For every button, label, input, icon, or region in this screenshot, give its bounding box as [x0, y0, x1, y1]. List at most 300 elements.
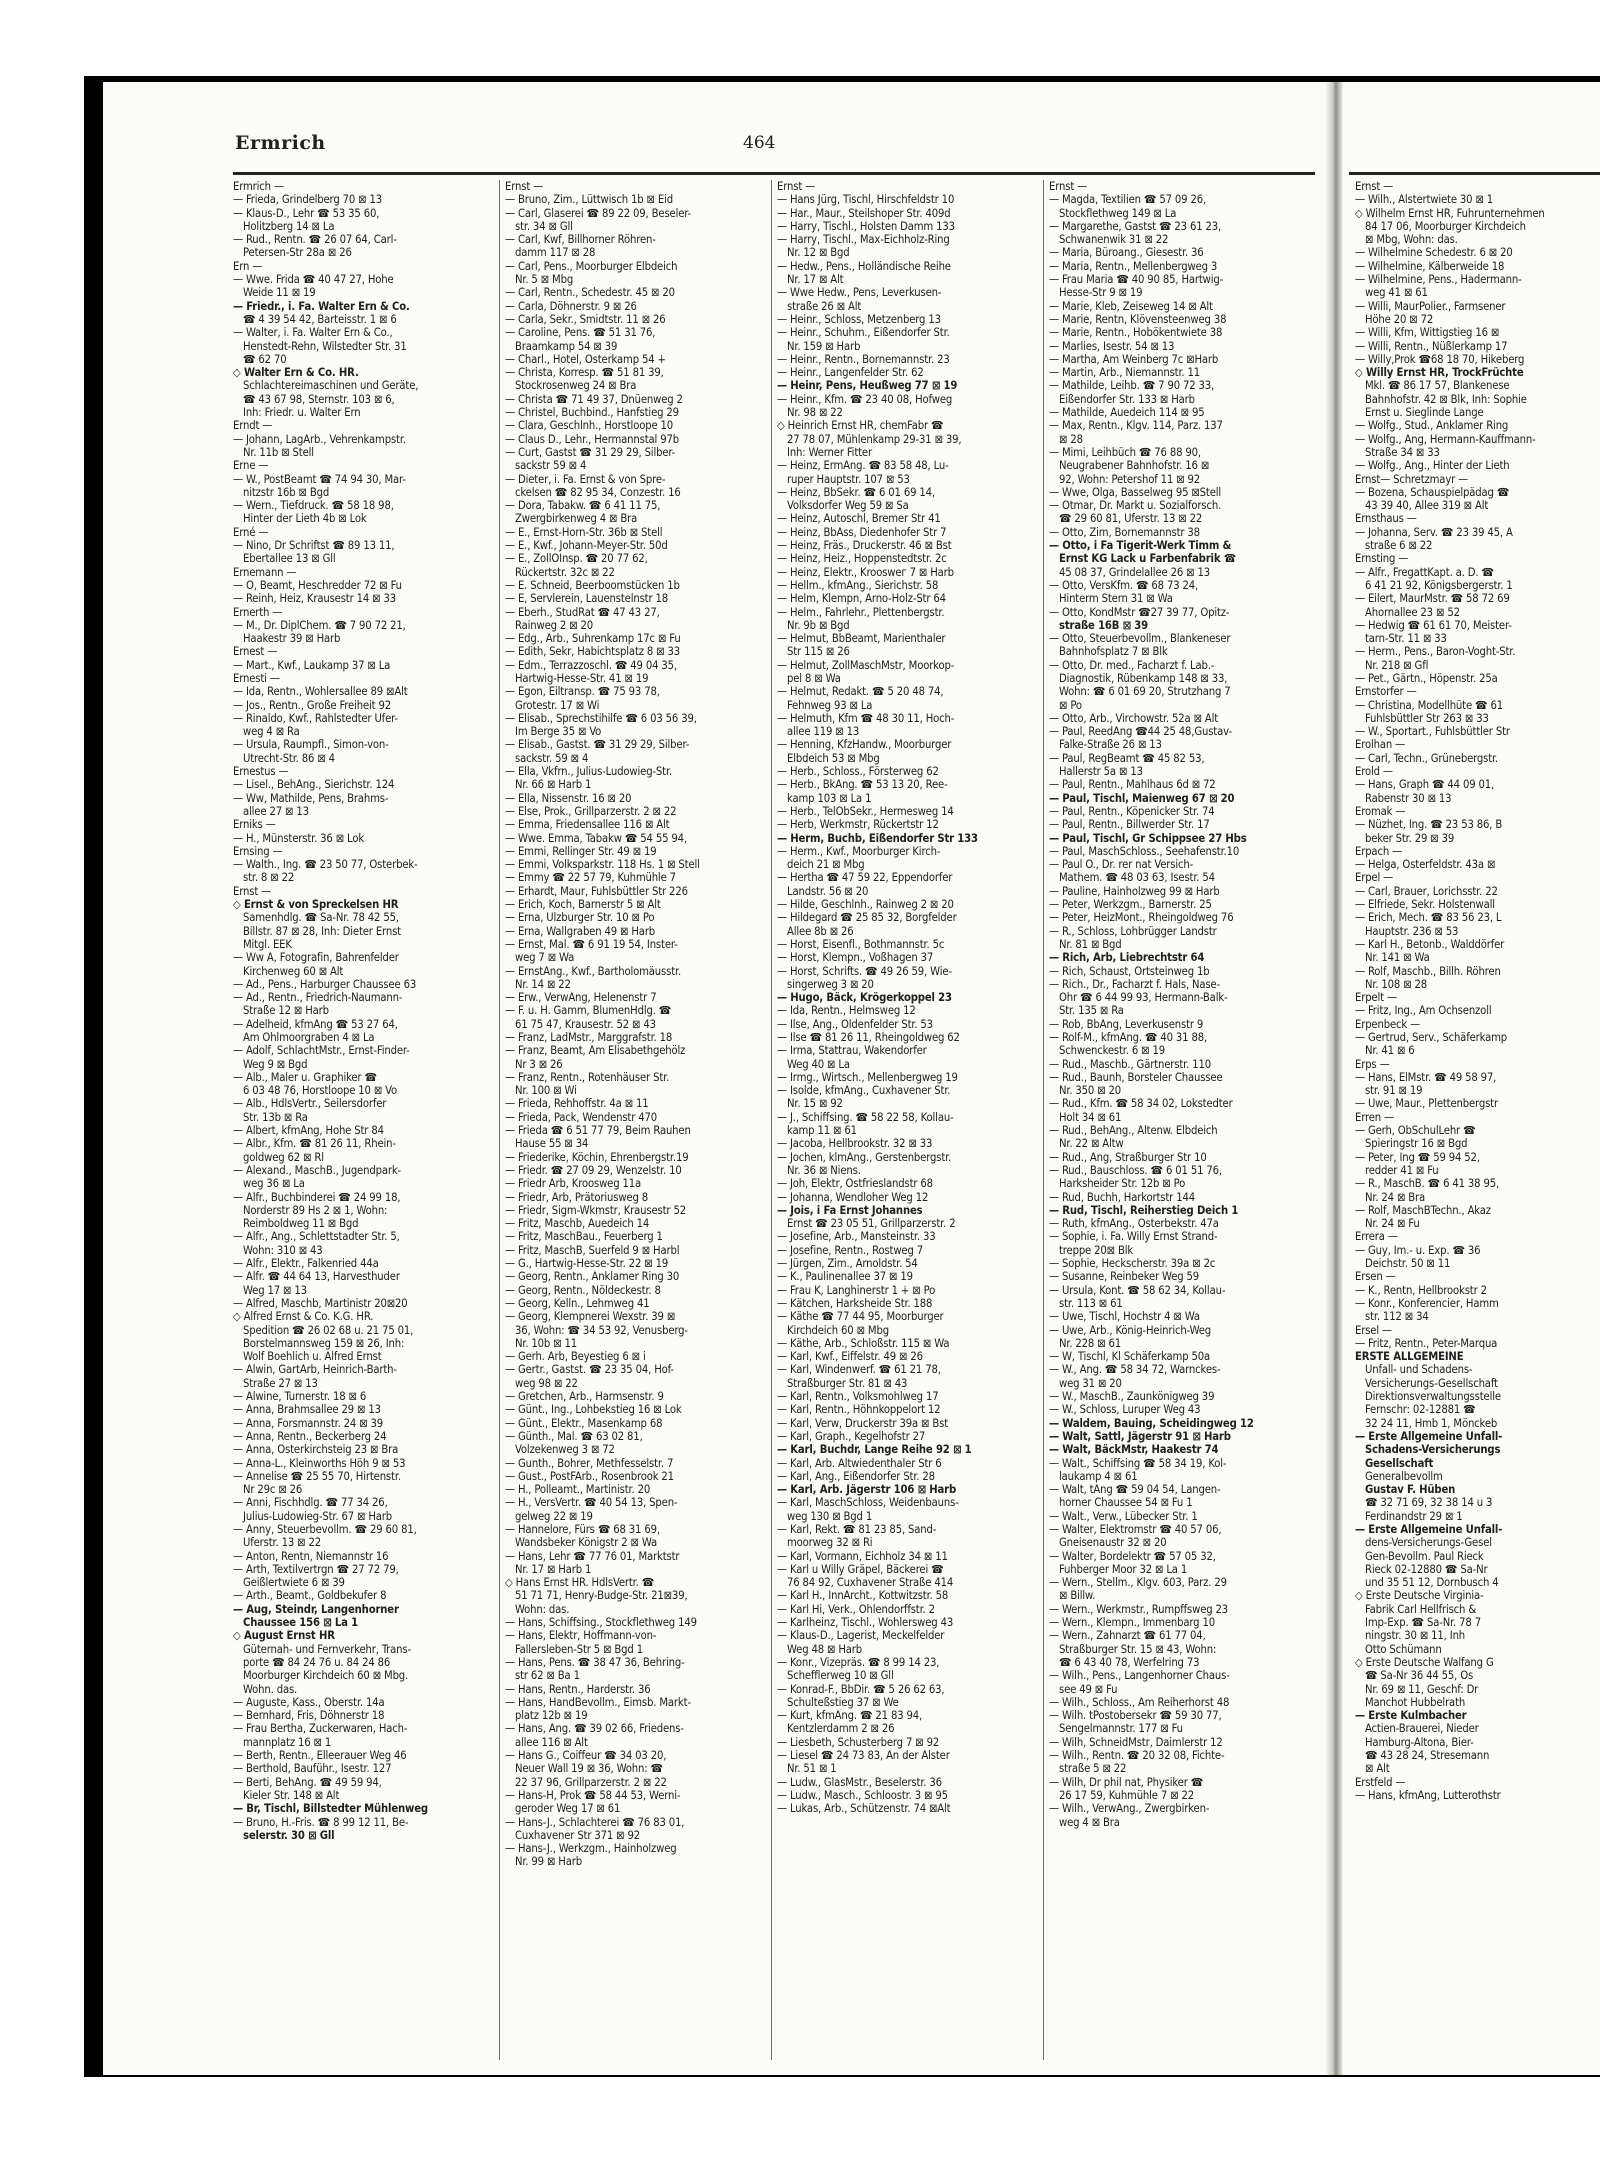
directory-entry-line: — Friederike, Köchin, Ehrenbergstr.19 [505, 1150, 689, 1164]
directory-entry-line: — Wilh, SchneidMstr, Daimlerstr 12 [1049, 1735, 1223, 1749]
directory-entry-line: selerstr. 30 ⊠ Gll [243, 1828, 335, 1842]
directory-entry-line: Hinterm Stern 31 ⊠ Wa [1059, 592, 1173, 606]
directory-entry-line: — Anton, Rentn, Niemannstr 16 [233, 1549, 389, 1563]
directory-entry-line: — Rinaldo, Kwf., Rahlstedter Ufer- [233, 711, 398, 725]
directory-entry-line: Ebertallee 13 ⊠ Gll [243, 552, 336, 566]
directory-entry-line: Ernst — [233, 884, 272, 898]
directory-entry-line: Falke-Straße 26 ⊠ 13 [1059, 738, 1162, 752]
directory-entry-line: — Mathilde, Leihb. ☎ 7 90 72 33, [1049, 379, 1215, 393]
directory-entry-line: — Margarethe, Gastst ☎ 23 61 23, [1049, 219, 1222, 233]
directory-entry-line: 22 37 96, Grillparzerstr. 2 ⊠ 22 [515, 1775, 667, 1789]
column-divider [499, 180, 500, 2060]
directory-entry-line: — W., MaschB., Zaunkönigweg 39 [1049, 1390, 1215, 1404]
directory-entry-line: — Egon, Eiltransp. ☎ 75 93 78, [505, 685, 660, 699]
directory-entry-line: ☎ 43 28 24, Stresemann [1365, 1749, 1490, 1763]
directory-entry-line: — W., Schloss, Luruper Weg 43 [1049, 1403, 1201, 1417]
directory-entry-line: 76 84 92, Cuxhavener Straße 414 [787, 1576, 954, 1590]
directory-entry-line: — Alfr., Buchbinderei ☎ 24 99 18, [233, 1190, 401, 1204]
directory-entry-line: str. 112 ⊠ 34 [1365, 1310, 1429, 1324]
directory-entry-line: — Otto, KondMstr ☎27 39 77, Opitz- [1049, 605, 1230, 619]
directory-entry-line: — Berti, BehAng. ☎ 49 59 94, [233, 1775, 382, 1789]
directory-entry-line: — Hellm., kfmAng., Sierichstr. 58 [777, 578, 939, 592]
directory-entry-line: Ernsthaus — [1355, 512, 1417, 526]
facing-header-rule [1349, 172, 1600, 175]
directory-entry-line: — Friedr, Sigm-Wkmstr, Krausestr 52 [505, 1203, 686, 1217]
directory-entry-line: Rainweg 2 ⊠ 20 [515, 618, 594, 632]
directory-entry-line: — Bernhard, Fris, Döhnerstr 18 [233, 1709, 385, 1723]
column-divider [771, 180, 772, 2060]
directory-entry-line: — Paul, ReedAng ☎44 25 48,Gustav- [1049, 725, 1233, 739]
directory-entry-line: 61 75 47, Krausestr. 52 ⊠ 43 [515, 1017, 656, 1031]
directory-entry-line: — Peter, Werkzgm., Barnerstr. 25 [1049, 898, 1212, 912]
directory-column-3 [777, 180, 1039, 2060]
directory-entry-line: — Karl, Vormann, Eichholz 34 ⊠ 11 [777, 1549, 948, 1563]
directory-entry-line: Nr 29c ⊠ 26 [243, 1483, 303, 1497]
directory-entry-line: ◇ Erste Deutsche Virginia- [1355, 1589, 1484, 1603]
directory-entry-line: — Uwe, Tischl, Hochstr 4 ⊠ Wa [1049, 1310, 1200, 1324]
directory-entry-line: — E., Ernst-Horn-Str. 36b ⊠ Stell [505, 525, 663, 539]
directory-entry-line: Nr. 141 ⊠ Wa [1365, 951, 1430, 965]
directory-entry-line: — Alfr. ☎ 44 64 13, Harvesthuder [233, 1270, 400, 1284]
directory-entry-line: — Irmg., Wirtsch., Mellenbergweg 19 [777, 1070, 958, 1084]
directory-entry-line: — Günt., Ing., Lohbekstieg 16 ⊠ Lok [505, 1403, 682, 1417]
directory-entry-line: — Herb., Schloss., Försterweg 62 [777, 765, 939, 779]
directory-entry-line: Erpelt — [1355, 991, 1397, 1005]
book-gutter [1325, 82, 1343, 2075]
directory-entry-line: Nr. 66 ⊠ Harb 1 [515, 778, 592, 792]
directory-entry-line: — Christina, Modellhüte ☎ 61 [1355, 698, 1503, 712]
directory-entry-line: — Uwe, Arb., König-Heinrich-Weg [1049, 1323, 1212, 1337]
directory-entry-line: — Horst, Klempn., Voßhagen 37 [777, 951, 934, 965]
directory-entry-line: Nr. 41 ⊠ 6 [1365, 1044, 1415, 1058]
directory-entry-line: Erps — [1355, 1057, 1390, 1071]
directory-entry-line: Inh: Friedr. u. Walter Ern [243, 406, 361, 420]
directory-entry-line: — Wern., Stellm., Klgv. 603, Parz. 29 [1049, 1576, 1227, 1590]
directory-entry-line: Spedition ☎ 26 02 68 u. 21 75 01, [243, 1323, 414, 1337]
directory-entry-line: — Gerh, ObSchulLehr ☎ [1355, 1124, 1476, 1138]
directory-entry-line: — O, Beamt, Heschredder 72 ⊠ Fu [233, 578, 402, 592]
directory-entry-line: — W., Ang. ☎ 58 34 72, Warnckes- [1049, 1363, 1221, 1377]
directory-entry-line: — Josefine, Arb., Mansteinstr. 33 [777, 1230, 936, 1244]
directory-entry-line: Gen-Bevollm. Paul Rieck [1365, 1549, 1484, 1563]
directory-entry-line: — Rud, Buchh, Harkortstr 144 [1049, 1190, 1195, 1204]
directory-entry-line: — Paul, MaschSchloss., Seehafenstr.10 [1049, 844, 1240, 858]
directory-entry-line: Rabenstr 30 ⊠ 13 [1365, 791, 1452, 805]
directory-entry-line: — Karl, Buchdr, Lange Reihe 92 ⊠ 1 [777, 1443, 972, 1457]
directory-entry-line: — Caroline, Pens. ☎ 51 31 76, [505, 326, 656, 340]
directory-entry-line: — Heinr., Langenfelder Str. 62 [777, 366, 924, 380]
directory-entry-line: — Gretchen, Arb., Harmsenstr. 9 [505, 1390, 664, 1404]
directory-entry-line: — Paul, Tischl, Maienweg 67 ⊠ 20 [1049, 791, 1235, 805]
directory-entry-line: — Ursula, Kont. ☎ 58 62 34, Kollau- [1049, 1283, 1226, 1297]
directory-entry-line: Weg 48 ⊠ Harb [787, 1642, 863, 1656]
directory-entry-line: — Herb, Werkmstr, Rückertstr 12 [777, 818, 939, 832]
directory-entry-line: — Franz, Beamt, Am Elisabethgehölz [505, 1044, 686, 1058]
directory-entry-line: laukamp 4 ⊠ 61 [1059, 1469, 1138, 1483]
directory-entry-line: — Heinr., Kfm. ☎ 23 40 08, Hofweg [777, 392, 953, 406]
directory-entry-line: — Ilse, Ang., Oldenfelder Str. 53 [777, 1017, 933, 1031]
directory-entry-line: — Alfr., Ang., Schlettstadter Str. 5, [233, 1230, 400, 1244]
directory-entry-line: Versicherungs-Gesellschaft [1365, 1376, 1498, 1390]
directory-entry-line: Nr. 100 ⊠ Wi [515, 1084, 577, 1098]
directory-entry-line: Eromak — [1355, 804, 1406, 818]
directory-entry-line: kamp 103 ⊠ La 1 [787, 791, 872, 805]
directory-entry-line: — E., ZollOInsp. ☎ 20 77 62, [505, 552, 648, 566]
directory-entry-line: Kirchdeich 60 ⊠ Mbg [787, 1323, 889, 1337]
directory-entry-line: — Anna-L., Kleinworths Höh 9 ⊠ 53 [233, 1456, 406, 1470]
directory-entry-line: — Johanna, Wendloher Weg 12 [777, 1190, 929, 1204]
directory-entry-line: straße 26 ⊠ Alt [787, 299, 862, 313]
directory-entry-line: — Fritz, MaschBau., Feuerberg 1 [505, 1230, 663, 1244]
directory-entry-line: Ernst — [1355, 180, 1394, 193]
directory-entry-line: — Hannelore, Fürs ☎ 68 31 69, [505, 1522, 660, 1536]
directory-entry-line: 6 03 48 76, Horstloope 10 ⊠ Vo [243, 1084, 398, 1098]
directory-entry-line: Gesellschaft [1365, 1456, 1434, 1470]
directory-entry-line: — Walt, Sattl, Jägerstr 91 ⊠ Harb [1049, 1429, 1231, 1443]
directory-entry-line: Inh: Werner Fitter [787, 445, 872, 459]
directory-entry-line: — Wwe Hedw., Pens, Leverkusen- [777, 286, 942, 300]
directory-entry-line: 32 24 11, Hmb 1, Mönckeb [1365, 1416, 1498, 1430]
directory-entry-line: — Lukas, Arb., Schützenstr. 74 ⊠Alt [777, 1802, 951, 1816]
directory-entry-line: — Franz, LadMstr., Marggrafstr. 18 [505, 1031, 673, 1044]
directory-entry-line: Nr. 22 ⊠ Altw [1059, 1137, 1124, 1151]
directory-entry-line: — Paul, RegBeamt ☎ 45 82 53, [1049, 751, 1205, 765]
directory-entry-line: Braamkamp 54 ⊠ 39 [515, 339, 618, 353]
directory-entry-line: geroder Weg 17 ⊠ 61 [515, 1802, 621, 1816]
directory-entry-line: — Karl, MaschSchloss, Weidenbauns- [777, 1496, 959, 1510]
directory-entry-line: — Jois, i Fa Ernst Johannes [777, 1203, 923, 1217]
directory-entry-line: Ersel — [1355, 1323, 1392, 1337]
directory-entry-line: Nr. 17 ⊠ Alt [787, 273, 844, 287]
directory-entry-line: Wohn: das. [515, 1602, 570, 1616]
directory-entry-line: Erniks — [233, 818, 276, 832]
directory-entry-line: Holitzberg 14 ⊠ La [243, 219, 335, 233]
directory-entry-line: — Erna, Ulzburger Str. 10 ⊠ Po [505, 911, 655, 925]
directory-entry-line: — Erste Kulmbacher [1355, 1709, 1467, 1723]
directory-entry-line: — Dora, Tabakw. ☎ 6 41 11 75, [505, 499, 661, 513]
directory-entry-line: Ernst u. Sieglinde Lange [1365, 406, 1484, 420]
directory-entry-line: ◇ Willy Ernst HR, TrockFrüchte [1355, 366, 1524, 380]
directory-entry-line: — Ad., Rentn., Friedrich-Naumann- [233, 991, 403, 1005]
directory-entry-line: — Lisel., BehAng., Sierichstr. 124 [233, 778, 395, 792]
directory-entry-line: Ernst — [777, 180, 816, 193]
directory-entry-line: Norderstr 89 Hs 2 ⊠ 1, Wohn: [243, 1203, 388, 1217]
directory-entry-line: Gustav F. Hüben [1365, 1483, 1456, 1497]
directory-entry-line: — Carl, Pens., Moorburger Elbdeich [505, 259, 678, 273]
directory-entry-line: ◇ Heinrich Ernst HR, chemFabr ☎ [777, 419, 944, 433]
directory-entry-line: Reimboldweg 11 ⊠ Bgd [243, 1217, 359, 1231]
directory-entry-line: Billstr. 87 ⊠ 28, Inh: Dieter Ernst [243, 924, 401, 938]
directory-entry-line: — Anna, Osterkirchsteig 23 ⊠ Bra [233, 1443, 399, 1457]
directory-entry-line: — Carl, Kwf, Billhorner Röhren- [505, 233, 656, 247]
directory-entry-line: — Carl, Techn., Grünebergstr. [1355, 751, 1499, 765]
directory-entry-line: — Willi, Rentn., Nüßlerkamp 17 [1355, 339, 1508, 353]
directory-entry-line: — Paul O., Dr. rer nat Versich- [1049, 858, 1194, 872]
directory-entry-line: Rückertstr. 32c ⊠ 22 [515, 565, 615, 579]
directory-entry-line: Erndt — [233, 419, 273, 433]
directory-entry-line: — R., Schloss, Lohbrügger Landstr [1049, 924, 1217, 938]
directory-column-4 [1049, 180, 1309, 2060]
directory-entry-line: — Walter, i. Fa. Walter Ern & Co., [233, 326, 393, 340]
directory-entry-line: — ErnstAng., Kwf., Bartholomäusstr. [505, 964, 681, 978]
directory-entry-line: — Marie, Rentn, Klövensteenweg 38 [1049, 312, 1227, 326]
directory-entry-line: — Herm, Buchb, Eißendorfer Str 133 [777, 831, 978, 845]
directory-entry-line: — Karl H., InnArcht., Kottwitzstr. 58 [777, 1589, 949, 1603]
directory-entry-line: Hinter der Lieth 4b ⊠ Lok [243, 512, 367, 526]
directory-entry-line: — Wilhelmine Schedestr. 6 ⊠ 20 [1355, 246, 1513, 260]
directory-entry-line: — Alwin, GartArb, Heinrich-Barth- [233, 1363, 397, 1377]
directory-entry-line: Errera — [1355, 1230, 1398, 1244]
directory-entry-line: — Marie, Kleb, Zeiseweg 14 ⊠ Alt [1049, 299, 1213, 313]
directory-entry-line: — Rud., Ang, Straßburger Str 10 [1049, 1150, 1207, 1164]
directory-entry-line: — Annelise ☎ 25 55 70, Hirtenstr. [233, 1469, 401, 1483]
directory-entry-line: — Ad., Pens., Harburger Chaussee 63 [233, 977, 417, 991]
directory-entry-line: Erné — [233, 525, 269, 539]
directory-entry-line: — Harry, Tischl., Holsten Damm 133 [777, 219, 955, 233]
directory-entry-line: — Wern., Zahnarzt ☎ 61 77 04, [1049, 1629, 1206, 1643]
directory-entry-line: goldweg 62 ⊠ Rl [243, 1150, 324, 1164]
directory-entry-line: — Wwe. Emma, Tabakw ☎ 54 55 94, [505, 831, 687, 845]
directory-entry-line: Zwergbirkenweg 4 ⊠ Bra [515, 512, 638, 526]
directory-entry-line: — Johann, LagArb., Vehrenkampstr. [233, 432, 406, 446]
directory-entry-line: — K., Rentn, Hellbrookstr 2 [1355, 1283, 1487, 1297]
directory-entry-line: — Uwe, Maur., Plettenbergstr [1355, 1097, 1498, 1111]
directory-entry-line: Ernsting — [1355, 552, 1409, 566]
directory-entry-line: 84 17 06, Moorburger Kirchdeich [1365, 219, 1526, 233]
directory-entry-line: — Frieda ☎ 6 51 77 79, Beim Rauhen [505, 1124, 691, 1138]
directory-entry-line: — Heinz, BbAss, Diedenhofer Str 7 [777, 525, 947, 539]
directory-entry-line: Unfall- und Schadens- [1365, 1363, 1473, 1377]
directory-entry-line: — Rolf, MaschBTechn., Akaz [1355, 1203, 1491, 1217]
directory-entry-line: — Alexand., MaschB., Jugendpark- [233, 1163, 401, 1177]
directory-entry-line: — Karl, Ang., Eißendorfer Str. 28 [777, 1469, 935, 1483]
directory-entry-line: Str 115 ⊠ 26 [787, 645, 850, 659]
directory-entry-line: — Elisab., Sprechstihilfe ☎ 6 03 56 39, [505, 711, 697, 725]
directory-entry-line: — Martha, Am Weinberg 7c ⊠Harb [1049, 352, 1219, 366]
directory-entry-line: — Hans, Rentn., Harderstr. 36 [505, 1682, 651, 1696]
directory-entry-line: — Albr., Kfm. ☎ 81 26 11, Rhein- [233, 1137, 396, 1151]
directory-entry-line: — Karl, Verw, Druckerstr 39a ⊠ Bst [777, 1416, 948, 1430]
directory-entry-line: ckelsen ☎ 82 95 34, Conzestr. 16 [515, 485, 681, 499]
directory-entry-line: — Adolf, SchlachtMstr., Ernst-Finder- [233, 1044, 410, 1058]
directory-entry-line: — Hugo, Bäck, Krögerkoppel 23 [777, 991, 952, 1005]
directory-entry-line: — Jos., Rentn., Große Freiheit 92 [233, 698, 391, 712]
directory-entry-line: — Karl, Rekt. ☎ 81 23 85, Sand- [777, 1522, 937, 1536]
directory-entry-line: — Karl, Graph., Kegelhofstr 27 [777, 1429, 926, 1443]
directory-entry-line: — Helmut, ZollMaschMstr, Moorkop- [777, 658, 955, 672]
directory-entry-line: Str. 13b ⊠ Ra [243, 1110, 308, 1124]
directory-entry-line: — Konrad-F., BbDir. ☎ 5 26 62 63, [777, 1682, 945, 1696]
directory-entry-line: — Emmi, Volksparkstr. 118 Hs. 1 ⊠ Stell [505, 858, 700, 872]
directory-entry-line: — F. u. H. Gamm, BlumenHdlg. ☎ [505, 1004, 672, 1018]
directory-entry-line: Ern — [233, 259, 263, 273]
directory-entry-line: Schulteßstieg 37 ⊠ We [787, 1695, 899, 1709]
directory-entry-line: — Erich, Mech. ☎ 83 56 23, L [1355, 911, 1502, 925]
directory-entry-line: — E, Servlerein, Lauenstelnstr 18 [505, 592, 668, 606]
directory-entry-line: Deichstr. 50 ⊠ 11 [1365, 1257, 1451, 1271]
directory-entry-line: ERSTE ALLGEMEINE [1355, 1350, 1464, 1364]
directory-entry-line: ⊠ Alt [1365, 1762, 1390, 1776]
directory-entry-line: Straße 12 ⊠ Harb [243, 1004, 329, 1018]
directory-entry-line: — Elfriede, Sekr. Holstenwall [1355, 898, 1495, 912]
directory-entry-line: ◇ Ernst & von Spreckelsen HR [233, 898, 399, 912]
directory-entry-line: Güternah- und Fernverkehr, Trans- [243, 1642, 411, 1656]
directory-entry-line: Fernschr: 02-12881 ☎ [1365, 1403, 1476, 1417]
directory-entry-line: Schwenckestr. 6 ⊠ 19 [1059, 1044, 1165, 1058]
directory-entry-line: — Hilde, Geschlnh., Rainweg 2 ⊠ 20 [777, 898, 954, 912]
directory-entry-line: — Hans-H, Prok ☎ 58 44 53, Werni- [505, 1788, 681, 1802]
directory-entry-line: Actien-Brauerei, Nieder [1365, 1722, 1479, 1736]
directory-entry-line: Höhe 20 ⊠ 72 [1365, 312, 1434, 326]
directory-entry-line: — Emma, Friedensallee 116 ⊠ Alt [505, 818, 670, 832]
directory-entry-line: str. 34 ⊠ Gll [515, 219, 573, 233]
directory-entry-line: Volksdorfer Weg 59 ⊠ Sa [787, 499, 909, 513]
directory-entry-line: — Mimi, Leihbüch ☎ 76 88 90, [1049, 445, 1201, 459]
directory-entry-line: — Heinz, Fräs., Druckerstr. 46 ⊠ Bst [777, 539, 952, 553]
directory-entry-line: — Carl, Rentn., Schedestr. 45 ⊠ 20 [505, 286, 675, 300]
directory-entry-line: — Carla, Döhnerstr. 9 ⊠ 26 [505, 299, 637, 313]
directory-entry-line: Mathem. ☎ 48 03 63, Isestr. 54 [1059, 871, 1215, 885]
header-rule [233, 172, 1315, 175]
directory-entry-line: — Arth, Textilvertrgn ☎ 27 72 79, [233, 1562, 399, 1576]
directory-entry-line: Borstelmannsweg 159 ⊠ 26, Inh: [243, 1336, 405, 1350]
directory-entry-line: sackstr. 59 ⊠ 4 [515, 751, 589, 765]
directory-entry-line: beker Str. 29 ⊠ 39 [1365, 831, 1455, 845]
directory-columns [233, 180, 1313, 2060]
directory-entry-line: — Georg, Kelln., Lehmweg 41 [505, 1296, 650, 1310]
directory-entry-line: — Carla, Sekr., Smidtstr. 11 ⊠ 26 [505, 312, 666, 326]
directory-entry-line: ⊠ 28 [1059, 432, 1083, 446]
directory-entry-line: ⊠ Po [1059, 698, 1082, 712]
directory-entry-line: 43 39 40, Allee 319 ⊠ Alt [1365, 499, 1489, 513]
directory-entry-line: — Karl, Windenwerf. ☎ 61 21 78, [777, 1363, 941, 1377]
directory-column-1 [233, 180, 495, 2060]
directory-entry-line: — Frau Maria ☎ 40 90 85, Hartwig- [1049, 273, 1224, 287]
directory-entry-line: Nr. 81 ⊠ Bgd [1059, 937, 1122, 951]
directory-entry-line: ☎ 62 70 [243, 352, 287, 366]
directory-entry-line: — Willi, MaurPolier., Farmsener [1355, 299, 1506, 313]
directory-entry-line: 27 78 07, Mühlenkamp 29-31 ⊠ 39, [787, 432, 962, 446]
directory-entry-line: — Guy, Im.- u. Exp. ☎ 36 [1355, 1243, 1481, 1257]
directory-entry-line: — Fritz, MaschB, Suerfeld 9 ⊠ Harbl [505, 1243, 680, 1257]
directory-entry-line: — Wern., Werkmstr., Rumpffsweg 23 [1049, 1602, 1229, 1616]
directory-entry-line: — Erste Allgemeine Unfall- [1355, 1429, 1503, 1443]
directory-entry-line: — Gunth., Bohrer, Methfesselstr. 7 [505, 1456, 674, 1470]
directory-entry-line: — Walt, tAng ☎ 59 04 54, Langen- [1049, 1483, 1221, 1497]
directory-entry-line: porte ☎ 84 24 76 u. 84 24 86 [243, 1655, 391, 1669]
directory-entry-line: ☎ 6 43 40 78, Werfelring 73 [1059, 1655, 1200, 1669]
directory-entry-line: — Hedwig ☎ 61 61 70, Meister- [1355, 618, 1512, 632]
directory-entry-line: Rieck 02-12880 ☎ Sa-Nr [1365, 1562, 1488, 1576]
directory-entry-line: — Konr., Vizepräs. ☎ 8 99 14 23, [777, 1655, 940, 1669]
directory-entry-line: — Günt., Elektr., Masenkamp 68 [505, 1416, 663, 1430]
directory-entry-line: Neuer Wall 19 ⊠ 36, Wohn: ☎ [515, 1762, 663, 1776]
directory-entry-line: — Georg, Rentn., Nöldeckestr. 8 [505, 1283, 661, 1297]
directory-entry-line: Chaussee 156 ⊠ La 1 [243, 1616, 358, 1630]
directory-entry-line: — Paul, Rentn., Köpenicker Str. 74 [1049, 804, 1215, 818]
directory-entry-line: — Willi, Kfm, Wittigstieg 16 ⊠ [1355, 326, 1500, 340]
directory-entry-line: — Berth, Rentn., Elleerauer Weg 46 [233, 1749, 407, 1763]
directory-entry-line: — E., Kwf., Johann-Meyer-Str. 50d [505, 539, 668, 553]
directory-entry-line: — Kurt, kfmAng. ☎ 21 83 94, [777, 1709, 923, 1723]
directory-entry-line: — W, Tischl, Kl Schäferkamp 50a [1049, 1350, 1210, 1364]
directory-entry-line: — Helmut, BbBeamt, Marienthaler [777, 632, 946, 646]
directory-entry-line: Bahnhofstr. 42 ⊠ Blk, Inh: Sophie [1365, 392, 1527, 406]
directory-entry-line: Fehnweg 93 ⊠ La [787, 698, 873, 712]
directory-entry-line: — Wilh., Schloss., Am Reiherhorst 48 [1049, 1695, 1230, 1709]
directory-entry-line: — Otto, Zim, Bornemannstr 38 [1049, 525, 1200, 539]
directory-entry-line: — Anna, Rentn., Beckerberg 24 [233, 1429, 387, 1443]
directory-entry-line: — Har., Maur., Steilshoper Str. 409d [777, 206, 951, 220]
directory-entry-line: — Ludw., GlasMstr., Beselerstr. 36 [777, 1775, 942, 1789]
directory-entry-line: — Helm, Klempn, Arno-Holz-Str 64 [777, 592, 946, 606]
directory-entry-line: — Rich., Dr., Facharzt f. Hals, Nase- [1049, 977, 1221, 991]
directory-entry-line: Erpel — [1355, 871, 1394, 885]
directory-entry-line: — Wilh, Dr phil nat, Physiker ☎ [1049, 1775, 1204, 1789]
directory-entry-line: — Rich, Arb, Liebrechtstr 64 [1049, 951, 1205, 965]
directory-entry-line: Julius-Ludowieg-Str. 67 ⊠ Harb [243, 1509, 393, 1523]
directory-entry-line: Ernemann — [233, 565, 297, 579]
directory-entry-line: Nr. 218 ⊠ Gfl [1365, 658, 1429, 672]
directory-entry-line: straße 6 ⊠ 22 [1365, 539, 1433, 553]
directory-entry-line: — Wilh. tPostobersekr ☎ 59 30 77, [1049, 1709, 1222, 1723]
directory-entry-line: — Christa ☎ 71 49 37, Dnüenweg 2 [505, 392, 683, 406]
directory-entry-line: — Nüzhet, Ing. ☎ 23 53 86, B [1355, 818, 1503, 832]
directory-entry-line: — Karl, Arb. Altwiedenthaler Str 6 [777, 1456, 942, 1470]
directory-entry-line: Ernsing — [233, 844, 283, 858]
running-head [103, 132, 1325, 172]
directory-entry-line: Weg 17 ⊠ 13 [243, 1283, 307, 1297]
directory-entry-line: — Wolfg., Stud., Anklamer Ring [1355, 419, 1509, 433]
directory-entry-line: ruper Hauptstr. 107 ⊠ 53 [787, 472, 910, 486]
directory-entry-line: ◇ Alfred Ernst & Co. K.G. HR. [233, 1310, 374, 1324]
directory-entry-line: moorweg 32 ⊠ Ri [787, 1536, 873, 1550]
directory-entry-line: — Rud., Kfm. ☎ 58 34 02, Lokstedter [1049, 1097, 1233, 1111]
directory-entry-line: Bahnhofsplatz 7 ⊠ Blk [1059, 645, 1168, 659]
directory-entry-line: — Alfr., FregattKapt. a. D. ☎ [1355, 565, 1494, 579]
directory-entry-line: Schlachtereimaschinen und Geräte, [243, 379, 419, 393]
directory-entry-line: sackstr 59 ⊠ 4 [515, 459, 587, 473]
directory-entry-line: — Rud, Tischl, Reiherstieg Deich 1 [1049, 1203, 1239, 1217]
directory-entry-line: — Hans-J., Schlachterei ☎ 76 83 01, [505, 1815, 685, 1829]
directory-entry-line: — Erich, Koch, Barnerstr 5 ⊠ Alt [505, 898, 661, 912]
directory-entry-line: — K., Paulinenallee 37 ⊠ 19 [777, 1270, 913, 1284]
directory-entry-line: ◇ August Ernst HR [233, 1629, 335, 1643]
directory-entry-line: — Rich, Schaust, Ortsteinweg 1b [1049, 964, 1210, 978]
directory-entry-line: — Peter, Ing ☎ 59 94 52, [1355, 1150, 1480, 1164]
directory-entry-line: — Ursula, Raumpfl., Simon-von- [233, 738, 389, 752]
directory-entry-line: Holt 34 ⊠ 61 [1059, 1110, 1122, 1124]
directory-entry-line: gelweg 22 ⊠ 19 [515, 1509, 593, 1523]
directory-entry-line: — Wilh., VerwAng., Zwergbirken- [1049, 1802, 1210, 1816]
directory-entry-line: — Anni, Fischhdlg. ☎ 77 34 26, [233, 1496, 388, 1510]
directory-entry-line: Nr. 5 ⊠ Mbg [515, 273, 574, 287]
directory-entry-line: Nr. 350 ⊠ 20 [1059, 1084, 1122, 1098]
directory-entry-line: — Rolf, Maschb., Billh. Röhren [1355, 964, 1501, 978]
directory-entry-line: — Heinz, ErmAng. ☎ 83 58 48, Lu- [777, 459, 949, 473]
directory-entry-line: weg 31 ⊠ 20 [1059, 1376, 1122, 1390]
directory-entry-line: Gneisenaustr 32 ⊠ 20 [1059, 1536, 1167, 1550]
directory-entry-line: dens-Versicherungs-Gesel [1365, 1536, 1492, 1550]
directory-entry-line: allee 119 ⊠ 13 [787, 725, 860, 739]
directory-entry-line: — Martin, Arb., Niemannstr. 11 [1049, 366, 1201, 380]
directory-entry-line: str 62 ⊠ Ba 1 [515, 1669, 580, 1683]
directory-entry-line: — Mart., Kwf., Laukamp 37 ⊠ La [233, 658, 391, 672]
directory-entry-line: — Max, Rentn., Klgv. 114, Parz. 137 [1049, 419, 1223, 433]
directory-entry-line: — Wilhelmine, Pens., Hadermann- [1355, 273, 1522, 287]
directory-entry-line: — Reinh, Heiz, Krausestr 14 ⊠ 33 [233, 592, 397, 606]
directory-entry-line: Hesse-Str 9 ⊠ 19 [1059, 286, 1143, 300]
